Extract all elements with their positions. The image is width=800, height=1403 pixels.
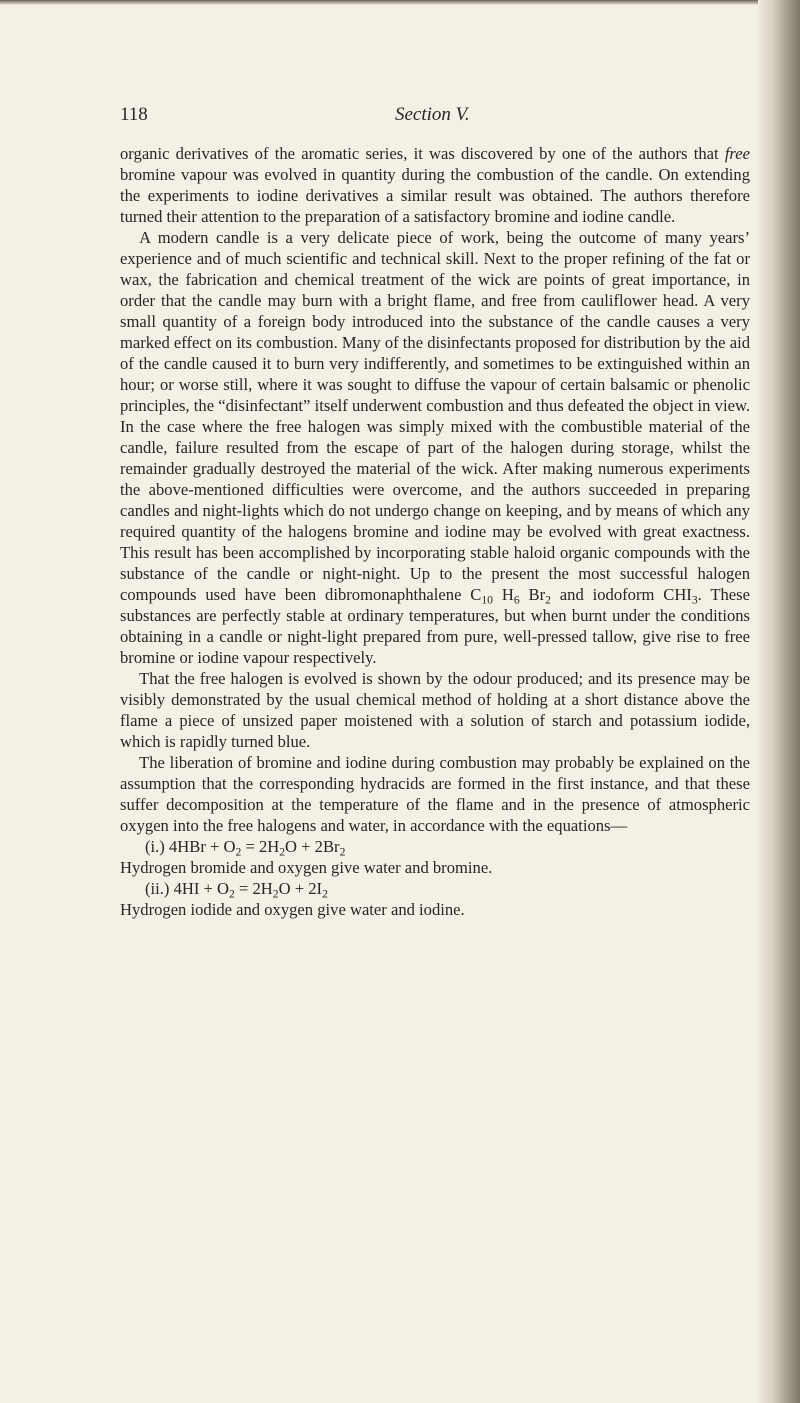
paragraph-4: The liberation of bromine and iodine during combustion may probably be explained on the assumption that the corresponding hydracids are formed in the first instance, and that these suffer decomposition at the temperature of the flame and in the presence of atmospheric oxygen into the free halogens and water, in accordance with the equations— (120, 753, 750, 835)
page-number: 118 (120, 104, 148, 125)
paragraph-2: A modern candle is a very delicate piece of work, being the outcome of many years’ experience and of much scientific and technical skill. Next to the proper refining of the fat or wax, the fabrication and chemical treatment of the wick are points of great importance, in order that the candle may burn with a bright flame, and free from cauliflower head. A very small quantity of a foreign body introduced into the substance of the candle causes a very marked effect on its combustion. Many of the disinfectants proposed for distribution by the aid of the candle caused it to burn very indifferently, and sometimes to be extinguished within an hour; or worse still, where it was sought to diffuse the vapour of certain balsamic or phenolic principles, the “disinfectant” itself underwent combustion and thus defeated the object in view. In the case where the free halogen was simply mixed with the combustible material of the candle, failure resulted from the escape of part of the halogen during storage, whilst the remainder gradually destroyed the material of the wick. After making numerous experiments the above-mentioned difficulties were overcome, and the authors succeeded in preparing candles and night-lights which do not undergo change on keeping, and by means of which any required quantity of the halogens bromine and iodine may be evolved with great exactness. This result has been accomplished by incorporating stable haloid organic compounds with the substance of the candle or night-night. Up to the present the most successful halogen compounds used have been dibromonaphthalene $C_{10}$ $H_6$ $Br_2$ and iodoform $CHI_3$. These substances are perfectly stable at ordinary temperatures, but when burnt under the conditions obtaining in a candle or night-light prepared from pure, well-pressed tallow, give rise to free bromine or iodine vapour respectively. (120, 228, 750, 667)
running-header (0, 104, 800, 134)
equation-1: (i.) $4HBr + O_2 = 2H_2O + 2Br_2$ (145, 837, 346, 859)
equation-2: (ii.) $4HI + O_2 = 2H_2O + 2I_2$ (145, 879, 328, 901)
page-binding-edge (758, 0, 800, 1403)
equation-2-caption: Hydrogen iodide and oxygen give water and iodine. (120, 900, 465, 919)
section-title: Section V. (395, 104, 470, 125)
equation-1-caption: Hydrogen bromide and oxygen give water and bromine. (120, 858, 493, 877)
body-text (120, 143, 750, 920)
top-edge-shadow (0, 0, 800, 5)
paragraph-1: organic derivatives of the aromatic series, it was discovered by one of the authors that free bromine vapour was evolved in quantity during the combustion of the candle. On extending the experiments to iodine derivatives a similar result was obtained. The authors therefore turned their attention to the preparation of a satisfactory bromine and iodine candle. (120, 144, 750, 226)
paragraph-3: That the free halogen is evolved is shown by the odour produced; and its presence may be visibly demonstrated by the usual chemical method of holding at a short distance above the flame a piece of unsized paper moistened with a solution of starch and potassium iodide, which is rapidly turned blue. (120, 669, 750, 751)
